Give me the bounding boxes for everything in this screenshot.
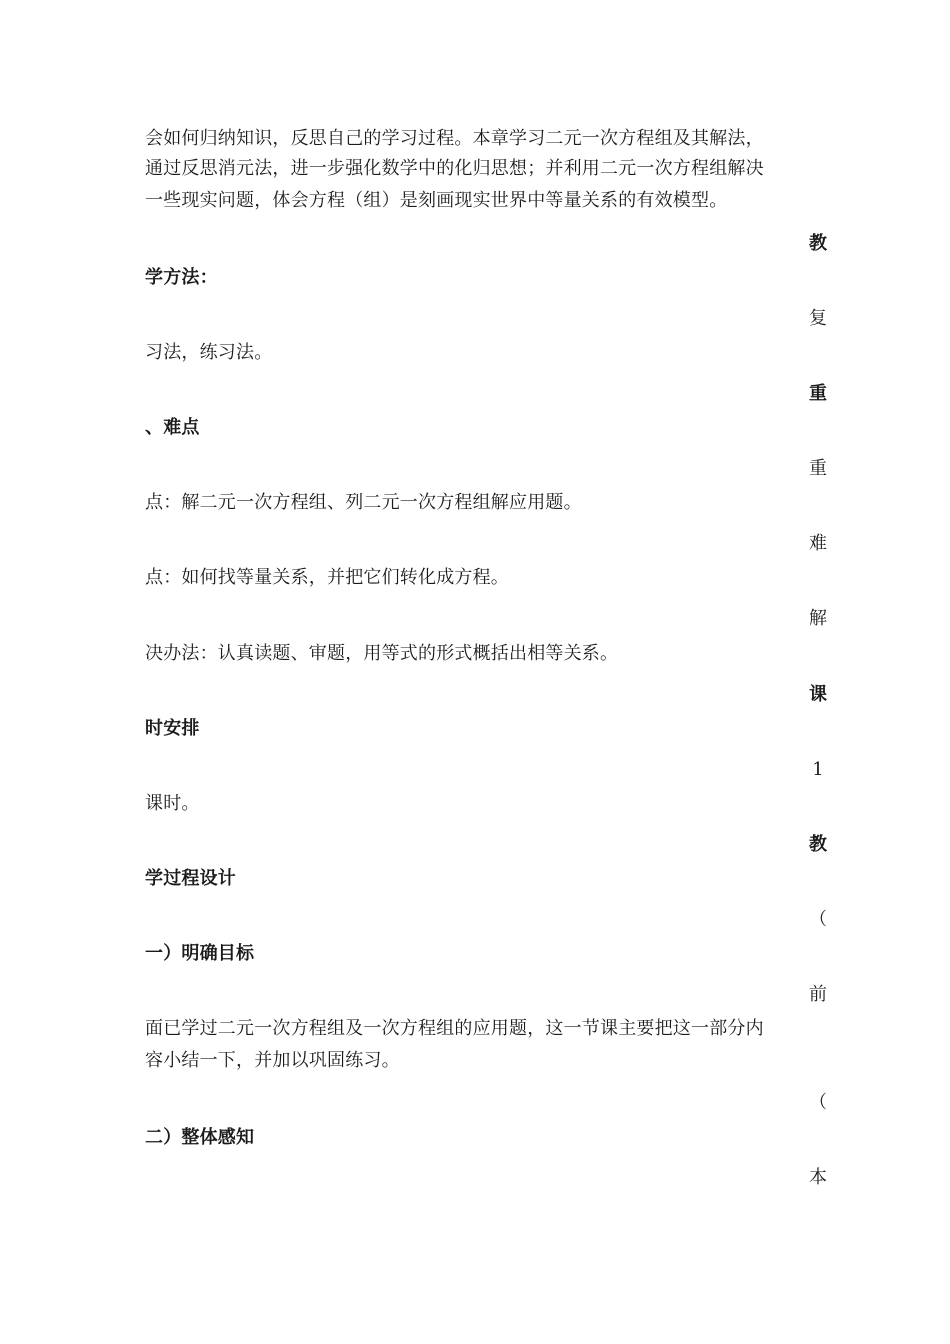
side-char: （ (809, 1092, 827, 1113)
body-line-difficult-point: 点：如何找等量关系，并把它们转化成方程。 (145, 567, 509, 588)
body-line-goal-2: 容小结一下，并加以巩固练习。 (145, 1050, 400, 1071)
heading-key-difficult-points: 、难点 (145, 417, 200, 438)
heading-clear-goal: 一）明确目标 (145, 943, 255, 964)
body-line-key-point: 点：解二元一次方程组、列二元一次方程组解应用题。 (145, 492, 582, 513)
side-char: 重 (809, 458, 827, 479)
side-char: 难 (809, 533, 827, 554)
side-char: 复 (809, 308, 827, 329)
heading-schedule: 时安排 (145, 718, 200, 739)
side-char: 课 (809, 684, 827, 705)
heading-process-design: 学过程设计 (145, 868, 236, 889)
heading-teaching-method: 学方法： (145, 267, 218, 288)
body-line-2: 通过反思消元法，进一步强化数学中的化归思想；并利用二元一次方程组解决 (145, 158, 764, 179)
body-line-3: 一些现实问题，体会方程（组）是刻画现实世界中等量关系的有效模型。 (145, 190, 728, 211)
side-char: 1 (812, 759, 824, 780)
body-line-1: 会如何归纳知识，反思自己的学习过程。本章学习二元一次方程组及其解法， (145, 128, 764, 149)
body-line-methods: 习法，练习法。 (145, 342, 273, 363)
side-char: 教 (809, 233, 827, 254)
body-line-goal-1: 面已学过二元一次方程组及一次方程组的应用题，这一节课主要把这一部分内 (145, 1018, 764, 1039)
body-line-periods: 课时。 (145, 793, 200, 814)
side-char: 教 (809, 834, 827, 855)
body-line-solution: 决办法：认真读题、审题，用等式的形式概括出相等关系。 (145, 643, 619, 664)
side-char: 前 (809, 984, 827, 1005)
side-char: 重 (809, 383, 827, 404)
heading-overall-perception: 二）整体感知 (145, 1127, 255, 1148)
side-char: 解 (809, 608, 827, 629)
side-char: （ (809, 909, 827, 930)
side-char: 本 (809, 1167, 827, 1188)
